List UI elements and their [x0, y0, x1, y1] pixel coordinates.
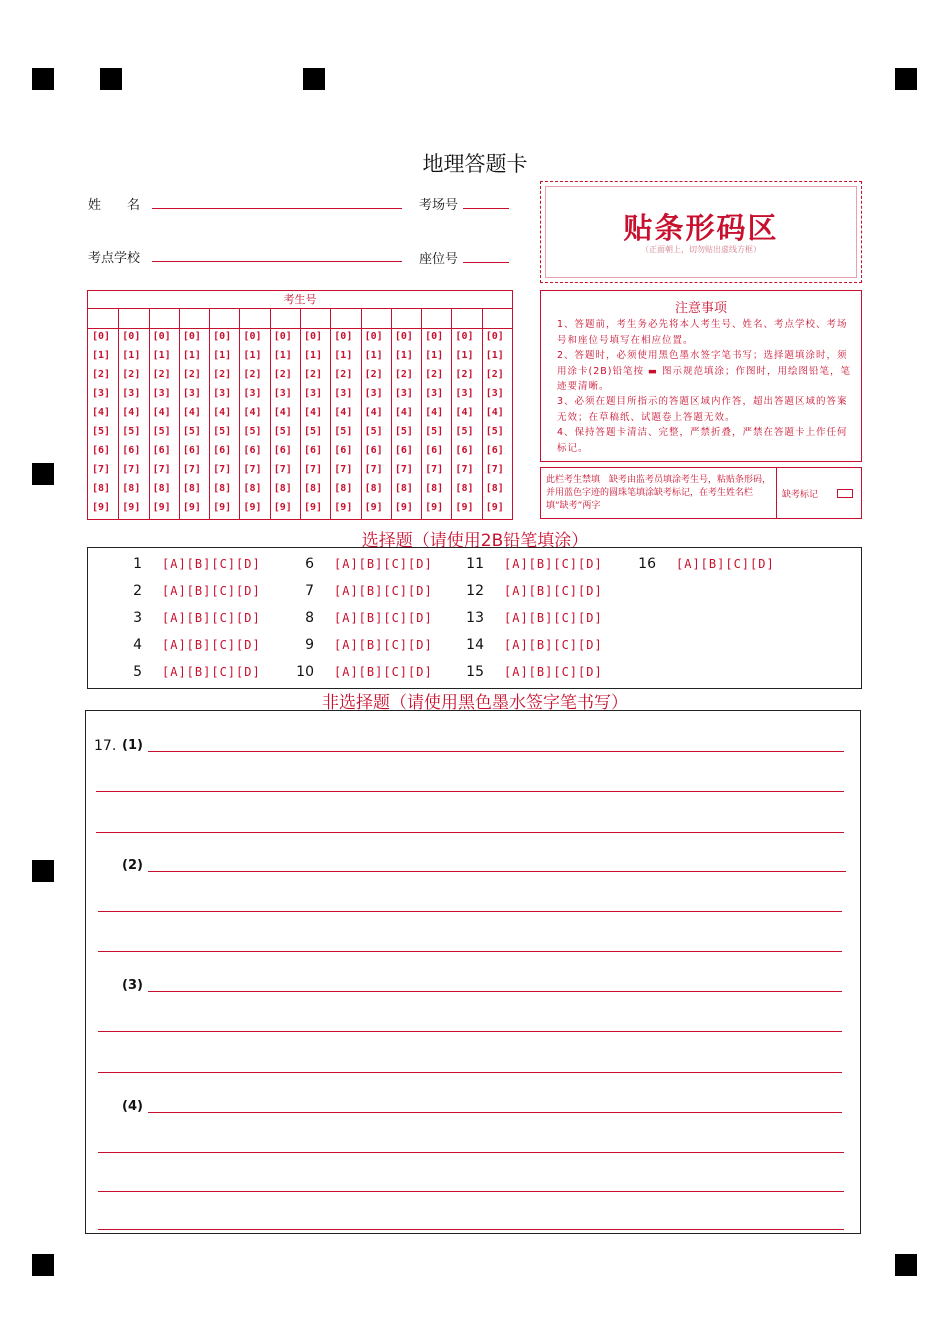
grid-divider	[149, 309, 150, 519]
answer-options[interactable]: [A][B][C][D]	[162, 665, 261, 679]
answer-line[interactable]	[148, 1112, 842, 1113]
digit-bubble[interactable]: [6]	[182, 445, 201, 456]
digit-bubble[interactable]: [7]	[485, 464, 504, 475]
seat-field[interactable]	[463, 262, 509, 263]
digit-bubble[interactable]: [8]	[92, 483, 111, 494]
digit-bubble[interactable]: [3]	[304, 388, 323, 399]
part-label: (1)	[122, 738, 143, 753]
digit-bubble[interactable]: [0]	[152, 331, 171, 342]
digit-bubble[interactable]: [2]	[425, 369, 444, 380]
question-number: 15	[466, 664, 484, 680]
question-number: 3	[133, 610, 142, 626]
digit-bubble[interactable]: [6]	[455, 445, 474, 456]
digit-bubble[interactable]: [5]	[364, 426, 383, 437]
grid-divider	[482, 309, 483, 519]
digit-bubble[interactable]: [1]	[304, 350, 323, 361]
digit-bubble[interactable]: [8]	[152, 483, 171, 494]
digit-bubble[interactable]: [1]	[485, 350, 504, 361]
digit-bubble[interactable]: [0]	[273, 331, 292, 342]
question-number: 7	[305, 583, 314, 599]
digit-bubble[interactable]: [0]	[243, 331, 262, 342]
answer-options[interactable]: [A][B][C][D]	[676, 557, 775, 571]
digit-bubble[interactable]: [2]	[334, 369, 353, 380]
digit-bubble[interactable]: [6]	[425, 445, 444, 456]
digit-bubble[interactable]: [6]	[304, 445, 323, 456]
digit-bubble[interactable]: [0]	[92, 331, 111, 342]
answer-line[interactable]	[98, 1229, 844, 1230]
digit-bubble[interactable]: [7]	[455, 464, 474, 475]
question-number: 2	[133, 583, 142, 599]
digit-bubble[interactable]: [4]	[485, 407, 504, 418]
digit-bubble[interactable]: [5]	[152, 426, 171, 437]
digit-bubble[interactable]: [5]	[394, 426, 413, 437]
digit-bubble[interactable]: [1]	[394, 350, 413, 361]
answer-options[interactable]: [A][B][C][D]	[504, 638, 603, 652]
answer-line[interactable]	[148, 991, 842, 992]
digit-bubble[interactable]: [4]	[182, 407, 201, 418]
digit-bubble[interactable]: [7]	[334, 464, 353, 475]
digit-bubble[interactable]: [5]	[334, 426, 353, 437]
digit-bubble[interactable]: [5]	[92, 426, 111, 437]
digit-bubble[interactable]: [3]	[394, 388, 413, 399]
timing-mark	[32, 68, 54, 90]
digit-bubble[interactable]: [7]	[243, 464, 262, 475]
digit-bubble[interactable]: [0]	[304, 331, 323, 342]
notice-item: 4、保持答题卡清洁、完整，严禁折叠，严禁在答题卡上作任何标记。	[557, 427, 848, 454]
digit-bubble[interactable]: [1]	[213, 350, 232, 361]
grid-divider	[391, 309, 392, 519]
digit-bubble[interactable]: [7]	[425, 464, 444, 475]
answer-line[interactable]	[96, 791, 844, 792]
digit-bubble[interactable]: [7]	[152, 464, 171, 475]
exam-id-grid	[87, 290, 513, 520]
page-title: 地理答题卡	[422, 152, 528, 176]
digit-bubble[interactable]: [6]	[213, 445, 232, 456]
answer-options[interactable]: [A][B][C][D]	[334, 611, 433, 625]
answer-line[interactable]	[98, 951, 842, 952]
answer-options[interactable]: [A][B][C][D]	[504, 665, 603, 679]
question-number: 11	[466, 556, 484, 572]
digit-bubble[interactable]: [1]	[334, 350, 353, 361]
digit-bubble[interactable]: [4]	[455, 407, 474, 418]
digit-bubble[interactable]: [1]	[455, 350, 474, 361]
digit-bubble[interactable]: [6]	[334, 445, 353, 456]
digit-bubble[interactable]: [9]	[485, 502, 504, 513]
barcode-subtitle: （正面朝上，切勿贴出虚线方框）	[641, 245, 761, 254]
timing-mark	[100, 68, 122, 90]
digit-bubble[interactable]: [2]	[122, 369, 141, 380]
digit-bubble[interactable]: [1]	[364, 350, 383, 361]
name-label: 姓 名	[88, 198, 141, 213]
digit-bubble[interactable]: [9]	[243, 502, 262, 513]
answer-options[interactable]: [A][B][C][D]	[162, 638, 261, 652]
digit-bubble[interactable]: [4]	[122, 407, 141, 418]
digit-bubble[interactable]: [5]	[304, 426, 323, 437]
digit-bubble[interactable]: [9]	[213, 502, 232, 513]
grid-divider	[330, 309, 331, 519]
digit-bubble[interactable]: [5]	[273, 426, 292, 437]
digit-bubble[interactable]: [1]	[273, 350, 292, 361]
notice-item: 3、必须在题目所指示的答题区域内作答，超出答题区域的答案无效；在草稿纸、试题卷上答题无效。	[557, 396, 848, 423]
question-number: 10	[296, 664, 314, 680]
choice-answer-area	[87, 547, 862, 689]
digit-bubble[interactable]: [8]	[485, 483, 504, 494]
digit-bubble[interactable]: [2]	[213, 369, 232, 380]
digit-bubble[interactable]: [3]	[92, 388, 111, 399]
digit-bubble[interactable]: [4]	[425, 407, 444, 418]
seat-label: 座位号	[419, 252, 459, 267]
digit-bubble[interactable]: [8]	[273, 483, 292, 494]
absent-instructions: 此栏考生禁填 缺考由监考员填涂考生号，粘贴条形码，并用蓝色字迹的圆珠笔填涂缺考标记，在考生姓名栏填“缺考”两字	[546, 475, 772, 511]
grid-divider	[451, 309, 452, 519]
absent-checkbox[interactable]	[837, 489, 853, 498]
digit-bubble[interactable]: [6]	[364, 445, 383, 456]
digit-bubble[interactable]: [7]	[364, 464, 383, 475]
digit-bubble[interactable]: [4]	[243, 407, 262, 418]
digit-bubble[interactable]: [2]	[182, 369, 201, 380]
digit-bubble[interactable]: [9]	[304, 502, 323, 513]
digit-bubble[interactable]: [7]	[304, 464, 323, 475]
notice-box	[540, 290, 862, 462]
digit-bubble[interactable]: [2]	[273, 369, 292, 380]
timing-mark	[895, 1254, 917, 1276]
part-label: (3)	[122, 978, 143, 993]
grid-divider	[209, 309, 210, 519]
room-field[interactable]	[463, 208, 509, 209]
answer-options[interactable]: [A][B][C][D]	[504, 584, 603, 598]
part-label: (4)	[122, 1099, 143, 1114]
digit-bubble[interactable]: [8]	[243, 483, 262, 494]
non-choice-section-title: 非选择题（请使用黑色墨水签字笔书写）	[322, 693, 628, 713]
digit-bubble[interactable]: [8]	[122, 483, 141, 494]
digit-bubble[interactable]: [0]	[122, 331, 141, 342]
digit-bubble[interactable]: [7]	[273, 464, 292, 475]
digit-bubble[interactable]: [5]	[122, 426, 141, 437]
digit-bubble[interactable]: [1]	[243, 350, 262, 361]
digit-bubble[interactable]: [4]	[273, 407, 292, 418]
digit-bubble[interactable]: [3]	[122, 388, 141, 399]
grid-divider	[118, 309, 119, 519]
answer-options[interactable]: [A][B][C][D]	[334, 557, 433, 571]
digit-bubble[interactable]: [3]	[152, 388, 171, 399]
digit-bubble[interactable]: [9]	[455, 502, 474, 513]
digit-bubble[interactable]: [1]	[92, 350, 111, 361]
digit-bubble[interactable]: [8]	[334, 483, 353, 494]
digit-bubble[interactable]: [8]	[364, 483, 383, 494]
digit-bubble[interactable]: [0]	[334, 331, 353, 342]
name-field[interactable]	[152, 208, 402, 209]
digit-bubble[interactable]: [0]	[425, 331, 444, 342]
digit-bubble[interactable]: [0]	[364, 331, 383, 342]
digit-bubble[interactable]: [4]	[92, 407, 111, 418]
digit-bubble[interactable]: [3]	[243, 388, 262, 399]
grid-divider	[361, 309, 362, 519]
digit-bubble[interactable]: [3]	[334, 388, 353, 399]
digit-bubble[interactable]: [5]	[485, 426, 504, 437]
digit-bubble[interactable]: [0]	[394, 331, 413, 342]
digit-bubble[interactable]: [0]	[182, 331, 201, 342]
digit-bubble[interactable]: [1]	[425, 350, 444, 361]
grid-divider	[300, 309, 301, 519]
answer-line[interactable]	[98, 1152, 844, 1153]
absent-label: 缺考标记	[782, 490, 819, 500]
digit-bubble[interactable]: [4]	[213, 407, 232, 418]
digit-bubble[interactable]: [4]	[334, 407, 353, 418]
notice-item: 2、答题时，必须使用黑色墨水签字笔书写；选择题填涂时，须用涂卡(2B)铅笔按 ▬ 图示规范填涂；作图时，用绘图铅笔，笔迹要清晰。	[557, 350, 851, 392]
question-number: 5	[133, 664, 142, 680]
grid-divider	[421, 309, 422, 519]
digit-bubble[interactable]: [0]	[485, 331, 504, 342]
digit-bubble[interactable]: [7]	[182, 464, 201, 475]
digit-bubble[interactable]: [4]	[394, 407, 413, 418]
question-number: 12	[466, 583, 484, 599]
digit-bubble[interactable]: [2]	[455, 369, 474, 380]
digit-bubble[interactable]: [3]	[455, 388, 474, 399]
absent-box	[540, 467, 862, 519]
digit-bubble[interactable]: [2]	[243, 369, 262, 380]
timing-mark	[32, 860, 54, 882]
digit-bubble[interactable]: [3]	[273, 388, 292, 399]
digit-bubble[interactable]: [7]	[394, 464, 413, 475]
answer-options[interactable]: [A][B][C][D]	[162, 611, 261, 625]
digit-bubble[interactable]: [5]	[243, 426, 262, 437]
digit-bubble[interactable]: [3]	[182, 388, 201, 399]
digit-bubble[interactable]: [8]	[213, 483, 232, 494]
digit-bubble[interactable]: [7]	[213, 464, 232, 475]
digit-bubble[interactable]: [9]	[425, 502, 444, 513]
answer-options[interactable]: [A][B][C][D]	[162, 557, 261, 571]
answer-line[interactable]	[98, 1031, 842, 1032]
timing-mark	[303, 68, 325, 90]
question-number: 6	[305, 556, 314, 572]
notice-item: 1、答题前，考生务必先将本人考生号、姓名、考点学校、考场号和座位号填写在相应位置。	[557, 319, 848, 346]
answer-line[interactable]	[148, 871, 846, 872]
digit-bubble[interactable]: [8]	[182, 483, 201, 494]
digit-bubble[interactable]: [1]	[122, 350, 141, 361]
non-choice-answer-area	[85, 710, 861, 1234]
digit-bubble[interactable]: [2]	[152, 369, 171, 380]
digit-bubble[interactable]: [9]	[394, 502, 413, 513]
digit-bubble[interactable]: [4]	[364, 407, 383, 418]
digit-bubble[interactable]: [9]	[152, 502, 171, 513]
answer-line[interactable]	[148, 751, 844, 752]
choice-section-title: 选择题（请使用2B铅笔填涂）	[361, 531, 589, 551]
digit-bubble[interactable]: [5]	[213, 426, 232, 437]
digit-bubble[interactable]: [9]	[364, 502, 383, 513]
answer-options[interactable]: [A][B][C][D]	[162, 584, 261, 598]
digit-bubble[interactable]: [6]	[122, 445, 141, 456]
digit-bubble[interactable]: [7]	[92, 464, 111, 475]
digit-bubble[interactable]: [4]	[304, 407, 323, 418]
digit-bubble[interactable]: [2]	[92, 369, 111, 380]
grid-divider	[179, 309, 180, 519]
digit-bubble[interactable]: [2]	[304, 369, 323, 380]
answer-options[interactable]: [A][B][C][D]	[504, 611, 603, 625]
digit-bubble[interactable]: [3]	[364, 388, 383, 399]
answer-options[interactable]: [A][B][C][D]	[334, 638, 433, 652]
digit-bubble[interactable]: [5]	[455, 426, 474, 437]
digit-bubble[interactable]: [6]	[152, 445, 171, 456]
digit-bubble[interactable]: [5]	[182, 426, 201, 437]
digit-bubble[interactable]: [1]	[182, 350, 201, 361]
answer-line[interactable]	[98, 1072, 842, 1073]
digit-bubble[interactable]: [8]	[425, 483, 444, 494]
digit-bubble[interactable]: [3]	[425, 388, 444, 399]
grid-divider	[239, 309, 240, 519]
timing-mark	[32, 463, 54, 485]
divider	[776, 468, 777, 518]
question-number: 17.	[94, 738, 117, 754]
digit-bubble[interactable]: [6]	[273, 445, 292, 456]
digit-bubble[interactable]: [2]	[394, 369, 413, 380]
barcode-title: 贴条形码区	[623, 211, 779, 245]
question-number: 4	[133, 637, 142, 653]
answer-line[interactable]	[98, 1191, 844, 1192]
digit-bubble[interactable]: [9]	[92, 502, 111, 513]
digit-bubble[interactable]: [8]	[304, 483, 323, 494]
school-label: 考点学校	[88, 251, 141, 266]
answer-options[interactable]: [A][B][C][D]	[334, 584, 433, 598]
question-number: 14	[466, 637, 484, 653]
digit-bubble[interactable]: [9]	[273, 502, 292, 513]
digit-bubble[interactable]: [6]	[243, 445, 262, 456]
answer-options[interactable]: [A][B][C][D]	[504, 557, 603, 571]
digit-bubble[interactable]: [2]	[364, 369, 383, 380]
digit-bubble[interactable]: [6]	[485, 445, 504, 456]
digit-bubble[interactable]: [8]	[455, 483, 474, 494]
question-number: 16	[638, 556, 656, 572]
digit-bubble[interactable]: [3]	[213, 388, 232, 399]
exam-id-header: 考生号	[88, 291, 512, 309]
answer-line[interactable]	[98, 911, 842, 912]
part-label: (2)	[122, 858, 143, 873]
digit-bubble[interactable]: [0]	[213, 331, 232, 342]
question-number: 1	[133, 556, 142, 572]
barcode-area[interactable]	[540, 181, 862, 283]
digit-bubble[interactable]: [4]	[152, 407, 171, 418]
digit-bubble[interactable]: [9]	[182, 502, 201, 513]
notice-title: 注意事项	[674, 301, 727, 316]
digit-bubble[interactable]: [6]	[394, 445, 413, 456]
question-number: 9	[305, 637, 314, 653]
digit-bubble[interactable]: [2]	[485, 369, 504, 380]
digit-bubble[interactable]: [8]	[394, 483, 413, 494]
digit-bubble[interactable]: [6]	[92, 445, 111, 456]
answer-options[interactable]: [A][B][C][D]	[334, 665, 433, 679]
timing-mark	[32, 1254, 54, 1276]
digit-bubble[interactable]: [1]	[152, 350, 171, 361]
digit-bubble[interactable]: [0]	[455, 331, 474, 342]
question-number: 8	[305, 610, 314, 626]
digit-bubble[interactable]: [9]	[122, 502, 141, 513]
grid-divider	[270, 309, 271, 519]
digit-bubble[interactable]: [5]	[425, 426, 444, 437]
digit-bubble[interactable]: [3]	[485, 388, 504, 399]
answer-line[interactable]	[96, 832, 844, 833]
school-field[interactable]	[152, 261, 402, 262]
digit-bubble[interactable]: [7]	[122, 464, 141, 475]
question-number: 13	[466, 610, 484, 626]
digit-bubble[interactable]: [9]	[334, 502, 353, 513]
room-label: 考场号	[419, 198, 459, 213]
timing-mark	[895, 68, 917, 90]
